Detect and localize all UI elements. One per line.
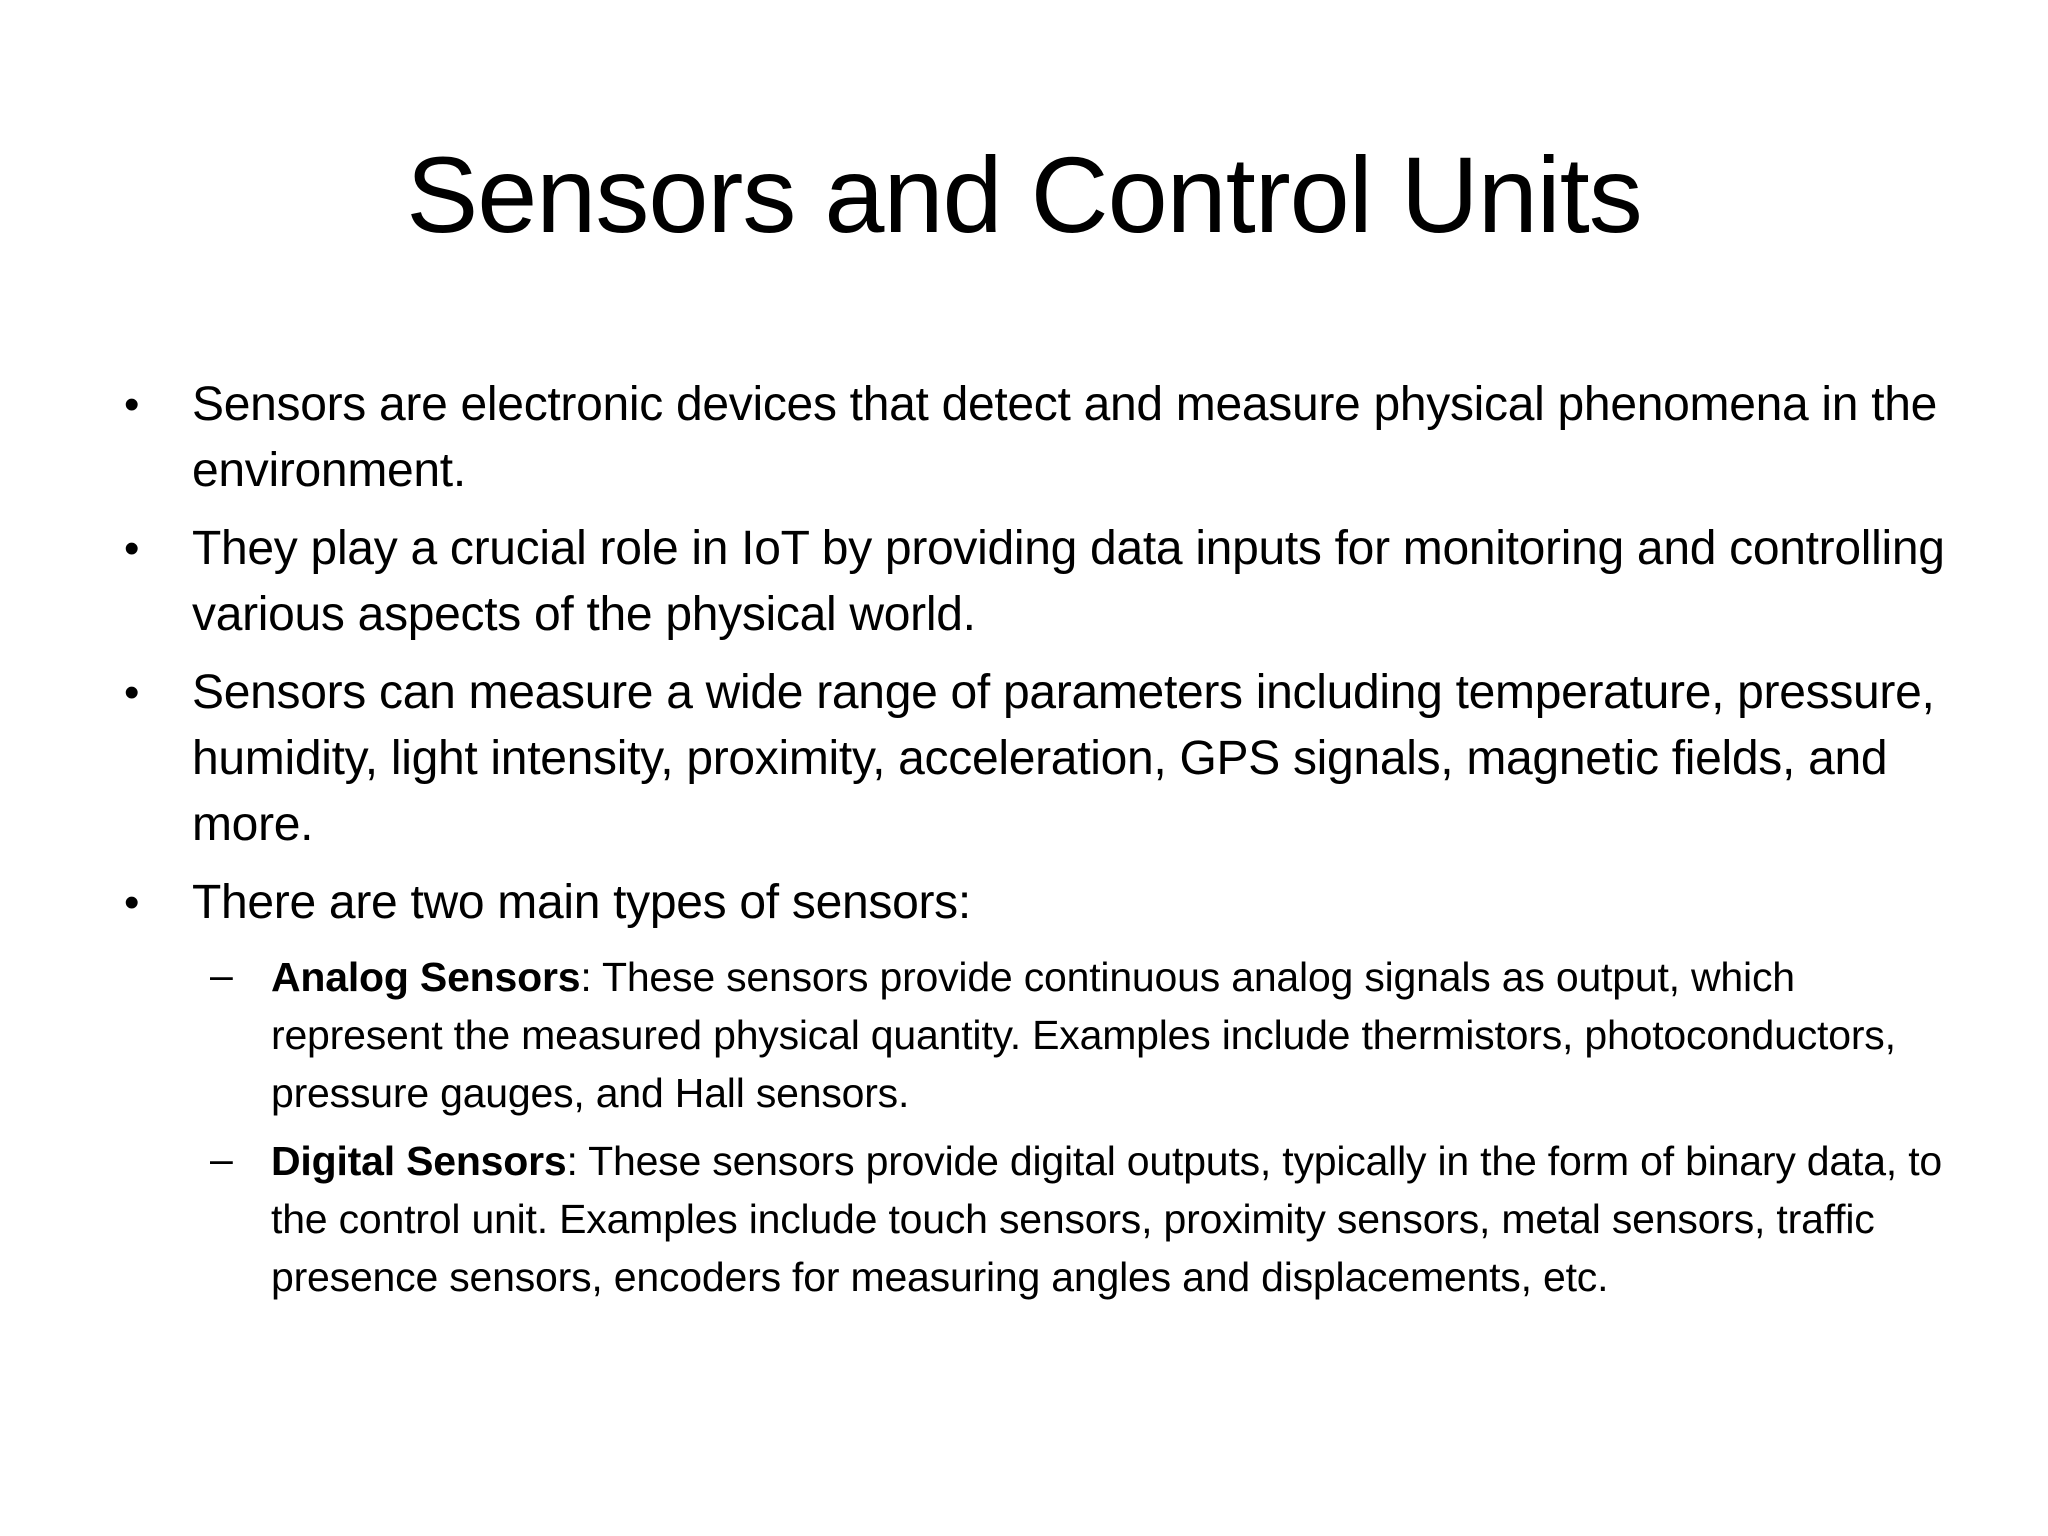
sub-bullet-item bbox=[118, 948, 1948, 1122]
bullet-item bbox=[118, 372, 1948, 504]
sub-bullet-marker: – bbox=[210, 952, 233, 998]
sub-bullet-marker: – bbox=[210, 1136, 233, 1182]
bullet-text: There are two main types of sensors: bbox=[192, 876, 971, 929]
bullet-item bbox=[118, 870, 1948, 936]
bullet-text: They play a crucial role in IoT by providing data inputs for monitoring and controlling various aspects of the physical world. bbox=[192, 522, 1945, 641]
sub-bullet-text: : These sensors provide digital outputs, typically in the form of binary data, to the control unit. Examples include touch sensors, proximity sensors, metal sensors, traffic presence sensors, encoders for measuring angles and displacements, etc. bbox=[271, 1138, 1942, 1300]
sub-bullet-term: Analog Sensors bbox=[271, 954, 581, 1000]
bullet-marker: • bbox=[124, 668, 140, 717]
bullet-item bbox=[118, 516, 1948, 648]
slide-body bbox=[118, 372, 1948, 1316]
slide-title: Sensors and Control Units bbox=[406, 134, 1642, 255]
sub-bullet-term: Digital Sensors bbox=[271, 1138, 567, 1184]
bullet-item bbox=[118, 660, 1948, 858]
bullet-marker: • bbox=[124, 380, 140, 429]
bullet-text: Sensors can measure a wide range of parameters including temperature, pressure, humidity, light intensity, proximity, acceleration, GPS signals, magnetic fields, and more. bbox=[192, 666, 1935, 851]
sub-bullet-item bbox=[118, 1132, 1948, 1306]
bullet-marker: • bbox=[124, 878, 140, 927]
sub-bullet-text: : These sensors provide continuous analog signals as output, which represent the measured physical quantity. Examples include thermistors, photoconductors, pressure gauges, and Hall sensors. bbox=[271, 954, 1896, 1116]
bullet-marker: • bbox=[124, 524, 140, 573]
bullet-text: Sensors are electronic devices that detect and measure physical phenomena in the environment. bbox=[192, 378, 1938, 497]
